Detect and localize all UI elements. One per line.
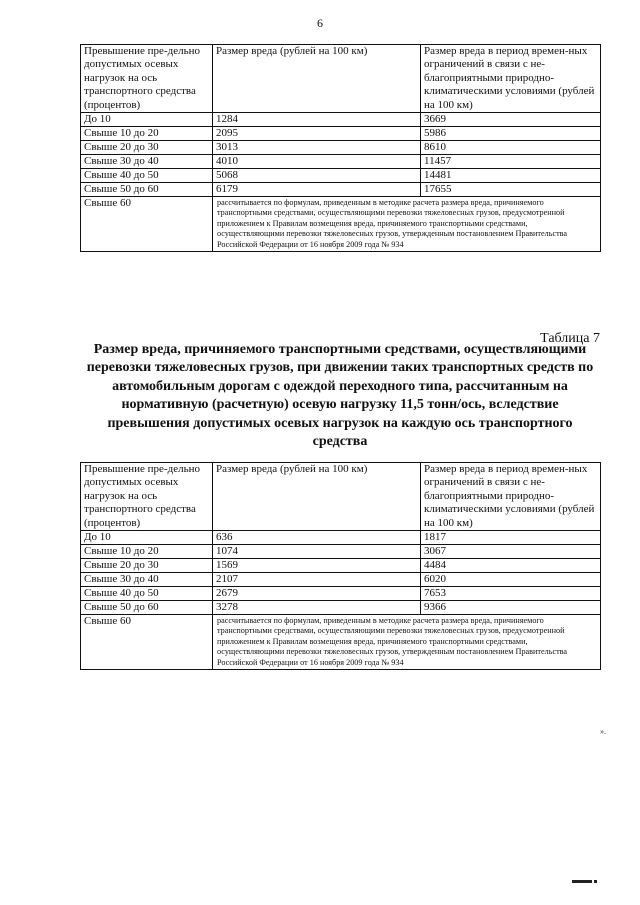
page-number: 6 xyxy=(317,16,323,30)
header-damage-amount: Размер вреда (рублей на 100 км) xyxy=(213,45,421,113)
restriction-damage-value-cell: 8610 xyxy=(421,141,601,155)
overload-range-cell: Свыше 20 до 30 xyxy=(81,141,213,155)
scan-artifact xyxy=(572,880,592,883)
table-row-over-60 xyxy=(81,197,601,252)
table-row xyxy=(81,127,601,141)
restriction-damage-value-cell: 4484 xyxy=(421,559,601,573)
restriction-damage-value-cell: 1817 xyxy=(421,531,601,545)
damage-value-cell: 1074 xyxy=(213,545,421,559)
damage-value-cell: 1569 xyxy=(213,559,421,573)
restriction-damage-value-cell: 7653 xyxy=(421,587,601,601)
overload-range-cell: Свыше 50 до 60 xyxy=(81,183,213,197)
overload-range-cell: Свыше 40 до 50 xyxy=(81,587,213,601)
overload-range-cell: Свыше 60 xyxy=(81,615,213,670)
damage-value-cell: 6179 xyxy=(213,183,421,197)
overload-range-cell: Свыше 20 до 30 xyxy=(81,559,213,573)
header-damage-restriction-period: Размер вреда в период времен-ных ограничений в связи с не-благоприятными природно-климатическими условиями (рублей на 100 км) xyxy=(421,45,601,113)
table-row xyxy=(81,587,601,601)
table-row xyxy=(81,559,601,573)
overload-range-cell: Свыше 60 xyxy=(81,197,213,252)
table-row xyxy=(81,155,601,169)
table-row xyxy=(81,113,601,127)
header-damage-restriction-period: Размер вреда в период времен-ных ограничений в связи с не-благоприятными природно-климатическими условиями (рублей на 100 км) xyxy=(421,463,601,531)
damage-value-cell: 3278 xyxy=(213,601,421,615)
overload-range-cell: Свыше 40 до 50 xyxy=(81,169,213,183)
table-row xyxy=(81,169,601,183)
overload-range-cell: Свыше 50 до 60 xyxy=(81,601,213,615)
table-header-row xyxy=(81,45,601,113)
damage-table-7 xyxy=(80,462,601,670)
table-number-label: Таблица 7 xyxy=(540,331,600,346)
table-title: Размер вреда, причиняемого транспортными средствами, осуществляющими перевозки тяжеловесных грузов, при движении таких транспортных средств по автомобильным дорогам с одеждой переходного типа, рассчитанным на нормативную (расчетную) осевую нагрузку 11,5 тонн/ось, вследствие превышения допустимых осевых нагрузок на каждую ось транспортного средства xyxy=(86,342,594,450)
calculation-note: рассчитывается по формулам, приведенным в методике расчета размера вреда, причиняемого транспортными средствами, осуществляющими перевозки тяжеловесных грузов, предусмотренной приложением к Правилам возмещения вреда, причиняемого транспортными средствами, осуществляющими перевозки тяжеловесных грузов, утвержденным постановлением Правительства Российской Федерации от 16 ноября 2009 года № 934 xyxy=(213,197,601,252)
closing-quote-mark: ». xyxy=(600,727,606,736)
overload-range-cell: Свыше 30 до 40 xyxy=(81,573,213,587)
damage-value-cell: 2107 xyxy=(213,573,421,587)
calculation-note: рассчитывается по формулам, приведенным в методике расчета размера вреда, причиняемого транспортными средствами, осуществляющими перевозки тяжеловесных грузов, предусмотренной приложением к Правилам возмещения вреда, причиняемого транспортными средствами, осуществляющими перевозки тяжеловесных грузов, утвержденным постановлением Правительства Российской Федерации от 16 ноября 2009 года № 934 xyxy=(213,615,601,670)
damage-value-cell: 2095 xyxy=(213,127,421,141)
overload-range-cell: Свыше 10 до 20 xyxy=(81,127,213,141)
restriction-damage-value-cell: 3067 xyxy=(421,545,601,559)
restriction-damage-value-cell: 9366 xyxy=(421,601,601,615)
restriction-damage-value-cell: 3669 xyxy=(421,113,601,127)
restriction-damage-value-cell: 14481 xyxy=(421,169,601,183)
damage-value-cell: 4010 xyxy=(213,155,421,169)
header-overload-percent: Превышение пре-дельно допустимых осевых нагрузок на ось транспортного средства (процентов) xyxy=(81,463,213,531)
header-overload-percent: Превышение пре-дельно допустимых осевых нагрузок на ось транспортного средства (процентов) xyxy=(81,45,213,113)
table-row xyxy=(81,531,601,545)
damage-table-1 xyxy=(80,44,601,252)
header-damage-amount: Размер вреда (рублей на 100 км) xyxy=(213,463,421,531)
table-row xyxy=(81,545,601,559)
table-row xyxy=(81,141,601,155)
table-header-row xyxy=(81,463,601,531)
scan-artifact xyxy=(594,880,597,883)
overload-range-cell: Свыше 30 до 40 xyxy=(81,155,213,169)
table-row-over-60 xyxy=(81,615,601,670)
overload-range-cell: До 10 xyxy=(81,113,213,127)
damage-value-cell: 636 xyxy=(213,531,421,545)
damage-value-cell: 3013 xyxy=(213,141,421,155)
restriction-damage-value-cell: 11457 xyxy=(421,155,601,169)
table-row xyxy=(81,601,601,615)
table-row xyxy=(81,573,601,587)
restriction-damage-value-cell: 6020 xyxy=(421,573,601,587)
restriction-damage-value-cell: 17655 xyxy=(421,183,601,197)
table-row xyxy=(81,183,601,197)
damage-value-cell: 5068 xyxy=(213,169,421,183)
damage-value-cell: 2679 xyxy=(213,587,421,601)
damage-value-cell: 1284 xyxy=(213,113,421,127)
overload-range-cell: До 10 xyxy=(81,531,213,545)
restriction-damage-value-cell: 5986 xyxy=(421,127,601,141)
overload-range-cell: Свыше 10 до 20 xyxy=(81,545,213,559)
